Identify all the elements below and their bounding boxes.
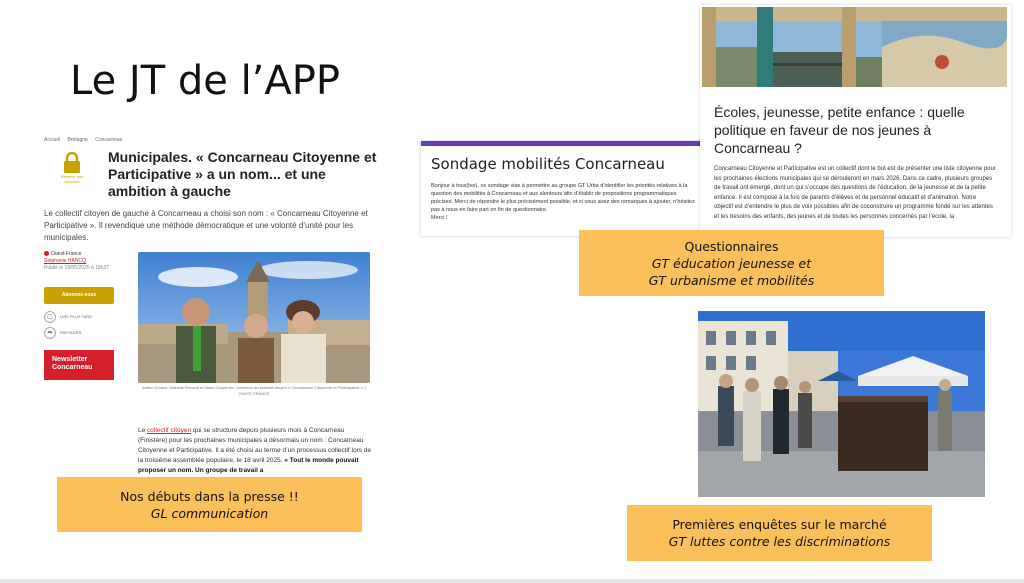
market-photo (698, 311, 985, 497)
article-body (138, 426, 373, 476)
newsletter-line1: Newsletter (52, 356, 88, 363)
source-name: Ouest-France (44, 251, 124, 258)
school-card (700, 5, 1011, 237)
press-article (42, 132, 382, 482)
publish-date: Publié le 19/05/2025 à 18h27 (44, 265, 110, 271)
note-press-line1: GL communication (150, 505, 269, 521)
share-button[interactable] (44, 327, 124, 339)
note-questionnaires-title: Questionnaires (684, 238, 779, 254)
newsletter-line2: Concarneau (52, 364, 93, 371)
body-intro: Le (138, 427, 148, 434)
breadcrumb-region[interactable]: Bretagne (67, 137, 88, 143)
school-text: Concarneau Citoyenne et Participative est un collectif dont le but est de présenter une liste citoyenne pour les prochaines élections municipales qui se dérouleront en mars 2026. Dans ce cadre, plusieurs groupes de travail ont émergé, dont un qui s’occupe des questions de l’éducation, de la jeunesse et de la petite enfance. Il est composé à la fois de parents d’élèves et de personnel éducatif et d’animation. Notre objectif est d’entendre le plus de voix possibles afin de coconstruire un programme fondé sur les attentes et les besoins des enfants, des jeunes et de toutes les personnes concernés par l’école, la (714, 166, 996, 220)
photo-caption: Adrien Cousin, Nathalie Renault et Marie Coquerrec, membres du collectif citoyen « Concarneau Citoyenne et Participative ». | OUEST-FRANCE (141, 385, 367, 396)
subscriber-label: Réservé aux abonnés (60, 174, 84, 184)
read-later-button[interactable] (44, 311, 124, 323)
newsletter-banner[interactable] (44, 350, 114, 380)
subscribe-button[interactable]: Abonnez-vous (44, 287, 114, 304)
breadcrumb (44, 137, 128, 143)
school-title: Écoles, jeunesse, petite enfance : quelle politique en faveur de nos jeunes à Concarneau ? (714, 104, 965, 156)
share-icon: ➦ (44, 327, 56, 339)
note-market-line1: GT luttes contre les discriminations (668, 534, 891, 549)
breadcrumb-city[interactable]: Concarneau (95, 137, 123, 143)
note-questionnaires-line1: GT éducation jeunesse et (651, 255, 812, 271)
body-quote: « Tout le monde pouvait proposer un nom. Un groupe de travail a (138, 457, 359, 474)
article-photo (138, 252, 370, 383)
body-rest: qui se structure depuis plusieurs mois à Concarneau (Finistère) pour les prochaines municipales a désormais un nom : Concarneau Citoyenne et Participative. Il a été choisi au terme d’un processus collectif lors de la troisième assemblée populaire, le 18 avril 2025. (138, 427, 372, 464)
note-questionnaires-line2: GT urbanisme et mobilités (648, 272, 815, 288)
note-questionnaires (579, 230, 884, 296)
breadcrumb-home[interactable]: Accueil (44, 137, 61, 143)
share-label: PARTAGER (60, 330, 82, 336)
note-press-title: Nos débuts dans la presse !! (120, 488, 299, 504)
bookmark-icon: ▢ (44, 311, 56, 323)
collectif-link[interactable]: collectif citoyen (147, 427, 192, 434)
read-later-label: LIRE PLUS TARD (60, 314, 93, 320)
bottom-divider (0, 579, 1024, 583)
article-title: Municipales. « Concarneau Citoyenne et Participative » a un nom... et une ambition à gauche (108, 149, 377, 199)
survey-thanks: Merci ! (431, 215, 448, 221)
survey-title: Sondage mobilités Concarneau (431, 155, 665, 173)
article-lede: Le collectif citoyen de gauche à Concarneau a choisi son nom : « Concarneau Citoyenne et Participative ». Il revendique une méthode démocratique et une volonté d’unité pour les municipales. (44, 209, 368, 242)
subscriber-badge (54, 152, 90, 192)
survey-description: Bonjour à tous(tes), ce sondage vise à permettre au groupe GT Urba d’identifier les priorités relatives à la question des mobilités à Concarneau et aux alentours afin d’établir de propositions programmatiques précises. Merci de répondre le plus précisément possible, et si vous avez des remarques à ajouter, n’hésitez pas à nous en faire part en fin de questionnaire. (431, 183, 695, 213)
author-block (44, 251, 124, 272)
school-photo (702, 7, 1007, 87)
survey-card (421, 141, 706, 236)
note-market-title: Premières enquêtes sur le marché (672, 517, 887, 532)
lock-icon (63, 152, 81, 174)
note-market (627, 505, 932, 561)
slide-title: Le JT de l’APP (70, 58, 340, 104)
author-link[interactable]: Stéphanie HANCQ (44, 258, 86, 264)
note-press (57, 477, 362, 532)
